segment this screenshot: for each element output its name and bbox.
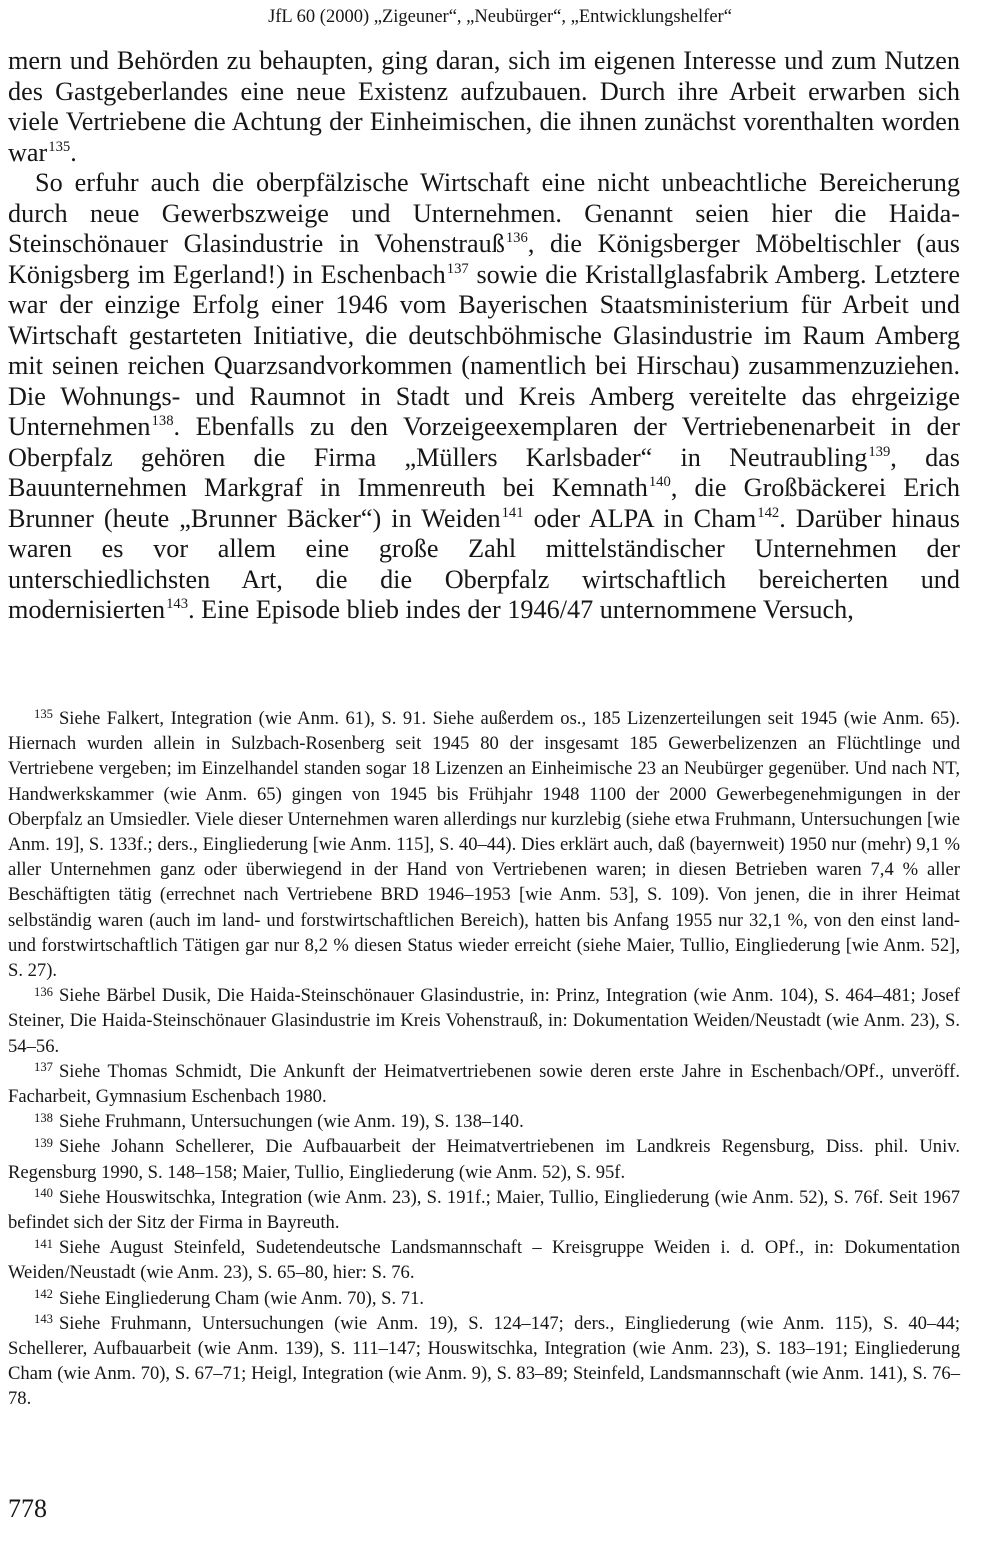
paragraph-text: , das Bauunternehmen Markgraf in Immenreuth bei Kemnath bbox=[8, 442, 960, 502]
paragraph-text: . Eine Episode blieb indes der 1946/47 unternommene Versuch, bbox=[188, 595, 854, 624]
footnote-number: 141 bbox=[34, 1236, 53, 1251]
page-number: 778 bbox=[8, 1494, 47, 1523]
paragraph-text: , die Königsberger Möbeltischler (aus Königsberg im Egerland!) in Eschenbach bbox=[8, 229, 961, 289]
paragraph-text: mern und Behörden zu behaupten, ging daran, sich im eigenen Interesse und zum Nutzen des Gastgeberlandes eine neue Existenz aufzubauen. Durch ihre Arbeit erwarben sich viele Vertriebene die Achtung der Einheimischen, die ihnen zunächst vorenthalten worden war bbox=[8, 46, 960, 167]
running-header: JfL 60 (2000) „Zigeuner“, „Neubürger“, „Entwicklungshelfer“ bbox=[268, 7, 732, 27]
footnote-text: Siehe Bärbel Dusik, Die Haida-Steinschönauer Glasindustrie, in: Prinz, Integration (wie Anm. 104), S. 464–481; Josef Steiner, Die Haida-Steinschönauer Glasindustrie im Kreis Vohenstrauß, in: Dokumentation Weiden/Neustadt (wie Anm. 23), S. 54–56. bbox=[8, 985, 960, 1057]
footnote-number: 138 bbox=[34, 1110, 53, 1125]
footnote-text: Siehe Falkert, Integration (wie Anm. 61), S. 91. Siehe außerdem os., 185 Lizenzerteilungen seit 1945 (wie Anm. 65). Hiernach wurden allein in Sulzbach-Rosenberg seit 1945 80 der insgesamt 185 Gewerbelizenzen an Flüchtlinge und Vertriebene vergeben; im Einzelhandel standen sogar 18 Lizenzen an Einheimische 23 an Neubürger gegenüber. Und nach NT, Handwerkskammer (wie Anm. 65) gingen von 1945 bis Frühjahr 1948 1100 der 2000 Gewerbegenehmigungen in der Oberpfalz an Umsiedler. Viele dieser Unternehmen waren allerdings nur kurzlebig (siehe etwa Fruhmann, Untersuchungen [wie Anm. 19], S. 133f.; ders., Eingliederung [wie Anm. 115], S. 40–44). Dies erklärt auch, daß (bayernweit) 1950 nur (mehr) 9,1 % aller Unternehmen ganz oder überwiegend in der Hand von Vertriebenen waren; in diesen Betrieben waren 7,4 % aller Beschäftigten tätig (errechnet nach Vertriebene BRD 1946–1953 [wie Anm. 53], S. 109). Von jenen, die in ihrer Heimat selbständig waren (auch im land- und forstwirtschaftlichen Bereich), hatten bis Anfang 1955 nur 32,1 %, von den einst land- und forstwirtschaftlich Tätigen gar nur 8,2 % diesen Status wieder erreicht (siehe Maier, Tullio, Eingliederung [wie Anm. 52], S. 27). bbox=[8, 708, 960, 982]
footnote-text: Siehe Fruhmann, Untersuchungen (wie Anm. 19), S. 138–140. bbox=[58, 1111, 524, 1133]
footnote-ref-140[interactable]: 140 bbox=[648, 474, 671, 491]
footnote-142 bbox=[8, 1286, 960, 1311]
paragraph-text: . bbox=[70, 137, 77, 167]
paragraph-1 bbox=[8, 46, 960, 168]
paragraph-text: sowie die Kristallglasfabrik Amberg. Letztere war der einzige Erfolg einer 1946 vom Bayerischen Staatsministerium für Arbeit und Wirtschaft gestarteten Initiative, die deutschböhmische Glasindustrie im Raum Amberg mit seinen reichen Quarzsandvorkommen (namentlich bei Hirschau) zusammenzuziehen. Die Wohnungs- und Raumnot in Stadt und Kreis Amberg vereitelte das ehrgeizige Unternehmen bbox=[8, 259, 960, 441]
footnote-ref-142[interactable]: 142 bbox=[757, 504, 780, 521]
footnote-ref-143[interactable]: 143 bbox=[166, 596, 189, 613]
footnote-143 bbox=[8, 1311, 960, 1412]
paragraph-2 bbox=[8, 168, 960, 626]
footnote-number: 139 bbox=[34, 1135, 53, 1150]
footnote-number: 140 bbox=[34, 1186, 53, 1201]
footnote-137 bbox=[8, 1059, 960, 1109]
footnote-140 bbox=[8, 1185, 960, 1235]
footnote-number: 135 bbox=[34, 707, 53, 722]
footnote-ref-141[interactable]: 141 bbox=[501, 504, 524, 521]
footnote-ref-135[interactable]: 135 bbox=[48, 138, 71, 155]
footnotes bbox=[8, 706, 960, 1412]
footnote-139 bbox=[8, 1134, 960, 1184]
footnote-ref-138[interactable]: 138 bbox=[151, 413, 174, 430]
footnote-138 bbox=[8, 1109, 960, 1134]
footnote-ref-136[interactable]: 136 bbox=[505, 230, 528, 247]
footnote-text: Siehe Johann Schellerer, Die Aufbauarbeit der Heimatvertriebenen im Landkreis Regensburg, Diss. phil. Univ. Regensburg 1990, S. 148–158; Maier, Tullio, Eingliederung (wie Anm. 52), S. 95f. bbox=[8, 1136, 960, 1183]
footnote-text: Siehe August Steinfeld, Sudetendeutsche Landsmannschaft – Kreisgruppe Weiden i. d. OPf., in: Dokumentation Weiden/Neustadt (wie Anm. 23), S. 65–80, hier: S. 76. bbox=[8, 1237, 960, 1284]
paragraph-text: . Ebenfalls zu den Vorzeigeexemplaren der Vertriebenenarbeit in der Oberpfalz gehören die Firma „Müllers Karlsbader“ in Neutraubling bbox=[8, 412, 960, 472]
footnote-number: 143 bbox=[34, 1312, 53, 1327]
paragraph-text: . Darüber hinaus waren es vor allem eine große Zahl mittelständischer Unternehmen der unterschiedlichsten Art, die die Oberpfalz wirtschaftlich bereicherten und modernisierten bbox=[8, 503, 960, 624]
footnote-135 bbox=[8, 706, 960, 983]
footnote-text: Siehe Thomas Schmidt, Die Ankunft der Heimatvertriebenen sowie deren erste Jahre in Eschenbach/OPf., unveröff. Facharbeit, Gymnasium Eschenbach 1980. bbox=[8, 1060, 960, 1108]
body-text bbox=[8, 46, 960, 626]
footnote-number: 136 bbox=[34, 984, 53, 999]
footnote-number: 142 bbox=[34, 1286, 53, 1301]
paragraph-text: So erfuhr auch die oberpfälzische Wirtschaft eine nicht unbeachtliche Bereicherung durch neue Gewerbszweige und Unternehmen. Genannt seien hier die Haida-Steinschönauer Glasindustrie in Vohenstrauß bbox=[8, 168, 960, 258]
footnote-136 bbox=[8, 983, 960, 1059]
footnote-number: 137 bbox=[34, 1060, 53, 1075]
footnote-text: Siehe Fruhmann, Untersuchungen (wie Anm. 19), S. 124–147; ders., Eingliederung (wie Anm. 115), S. 40–44; Schellerer, Aufbauarbeit (wie Anm. 139), S. 111–147; Houswitschka, Integration (wie Anm. 23), S. 183–191; Eingliederung Cham (wie Anm. 70), S. 67–71; Heigl, Integration (wie Anm. 9), S. 83–89; Steinfeld, Landsmannschaft (wie Anm. 141), S. 76–78. bbox=[8, 1312, 960, 1410]
footnote-ref-137[interactable]: 137 bbox=[446, 260, 469, 277]
footnote-text: Siehe Houswitschka, Integration (wie Anm. 23), S. 191f.; Maier, Tullio, Eingliederung (wie Anm. 52), S. 76f. Seit 1967 befindet sich der Sitz der Firma in Bayreuth. bbox=[8, 1186, 960, 1234]
footnote-ref-139[interactable]: 139 bbox=[868, 443, 891, 460]
paragraph-text: , die Großbäckerei Erich Brunner (heute „Brunner Bäcker“) in Weiden bbox=[8, 473, 961, 533]
paragraph-text: oder ALPA in Cham bbox=[523, 503, 757, 533]
footnote-text: Siehe Eingliederung Cham (wie Anm. 70), S. 71. bbox=[58, 1287, 425, 1309]
footnote-141 bbox=[8, 1235, 960, 1285]
